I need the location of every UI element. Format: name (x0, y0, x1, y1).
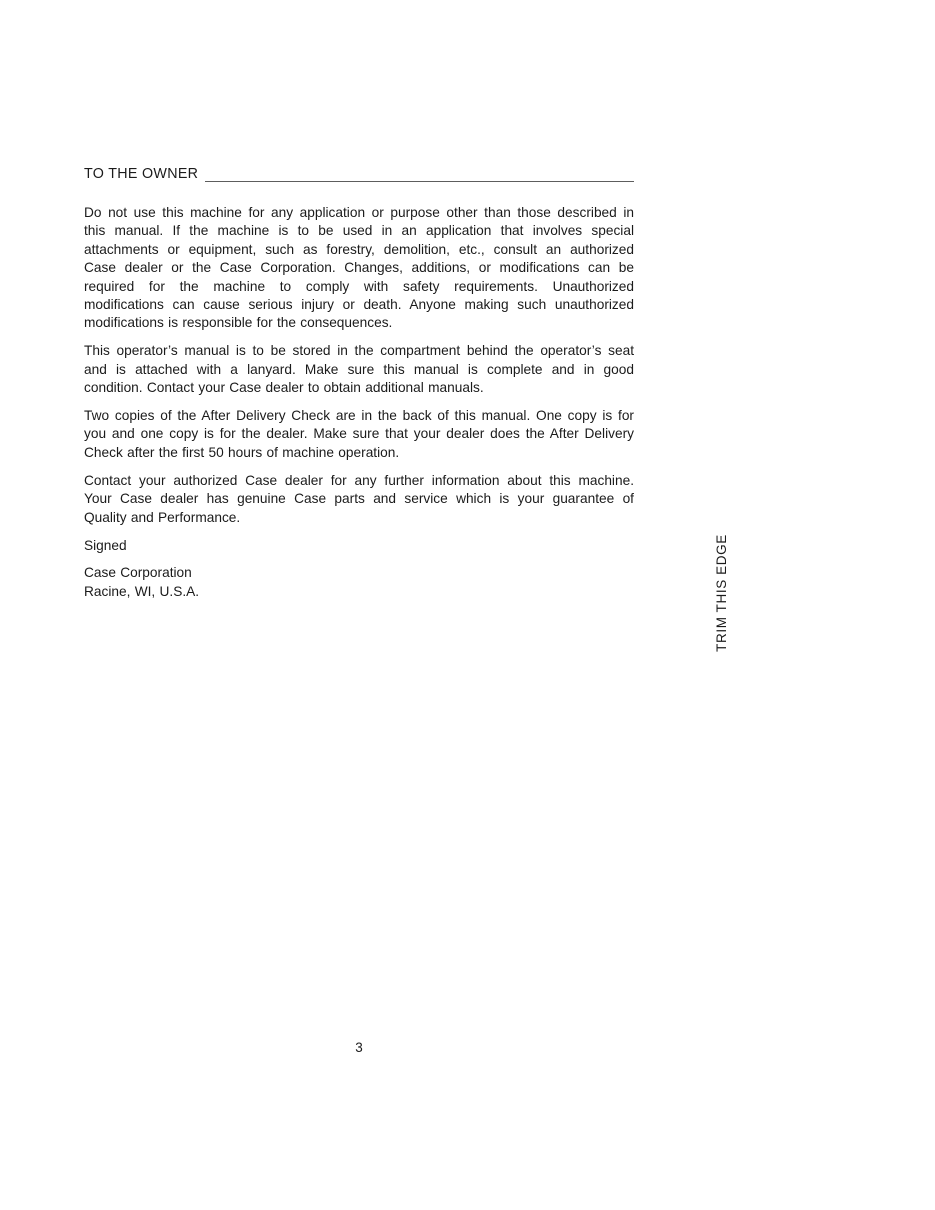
owner-name-blank-line (205, 166, 634, 182)
page-title: TO THE OWNER (84, 166, 199, 182)
text-line: required for the machine to comply with safety requirements. Unauthorized (84, 278, 634, 294)
text-line: Your Case dealer has genuine Case parts and service which is your guarantee of (84, 491, 634, 507)
page-content (84, 166, 634, 611)
text-line: Contact your authorized Case dealer for any further information about this machine. (84, 472, 634, 488)
text-line: you and one copy is for the dealer. Make sure that your dealer does the After Delivery (84, 426, 634, 442)
signed-label: Signed (84, 537, 127, 553)
text-line: and is attached with a lanyard. Make sure this manual is complete and in good (84, 361, 634, 377)
text-line: Do not use this machine for any application or purpose other than those described in (84, 205, 634, 220)
paragraph-after-delivery-check (84, 407, 634, 462)
page-number: 3 (355, 1040, 363, 1055)
text-line: Two copies of the After Delivery Check are in the back of this manual. One copy is for (84, 408, 634, 424)
text-line: modifications is responsible for the consequences. (84, 315, 393, 331)
text-line: modifications can cause serious injury or death. Anyone making such unauthorized (84, 297, 634, 313)
to-the-owner-heading (84, 166, 634, 183)
text-line: Quality and Performance. (84, 509, 241, 525)
text-line: Case dealer or the Case Corporation. Changes, additions, or modifications can be (84, 260, 634, 276)
text-line: attachments or equipment, such as forestry, demolition, etc., consult an authorized (84, 241, 634, 257)
text-line: Case Corporation (84, 565, 192, 581)
text-line: Check after the first 50 hours of machine operation. (84, 444, 400, 460)
paragraph-dealer-contact (84, 472, 634, 527)
paragraph-usage-warning (84, 204, 634, 333)
trim-this-edge-label: TRIM THIS EDGE (714, 534, 729, 652)
text-line: This operator’s manual is to be stored in the compartment behind the operator’s seat (84, 343, 634, 359)
company-address-block (84, 564, 634, 601)
text-line: condition. Contact your Case dealer to obtain additional manuals. (84, 380, 484, 396)
paragraph-manual-storage (84, 342, 634, 397)
text-line: this manual. If the machine is to be used in an application that involves special (84, 223, 634, 239)
text-line: Racine, WI, U.S.A. (84, 583, 200, 599)
